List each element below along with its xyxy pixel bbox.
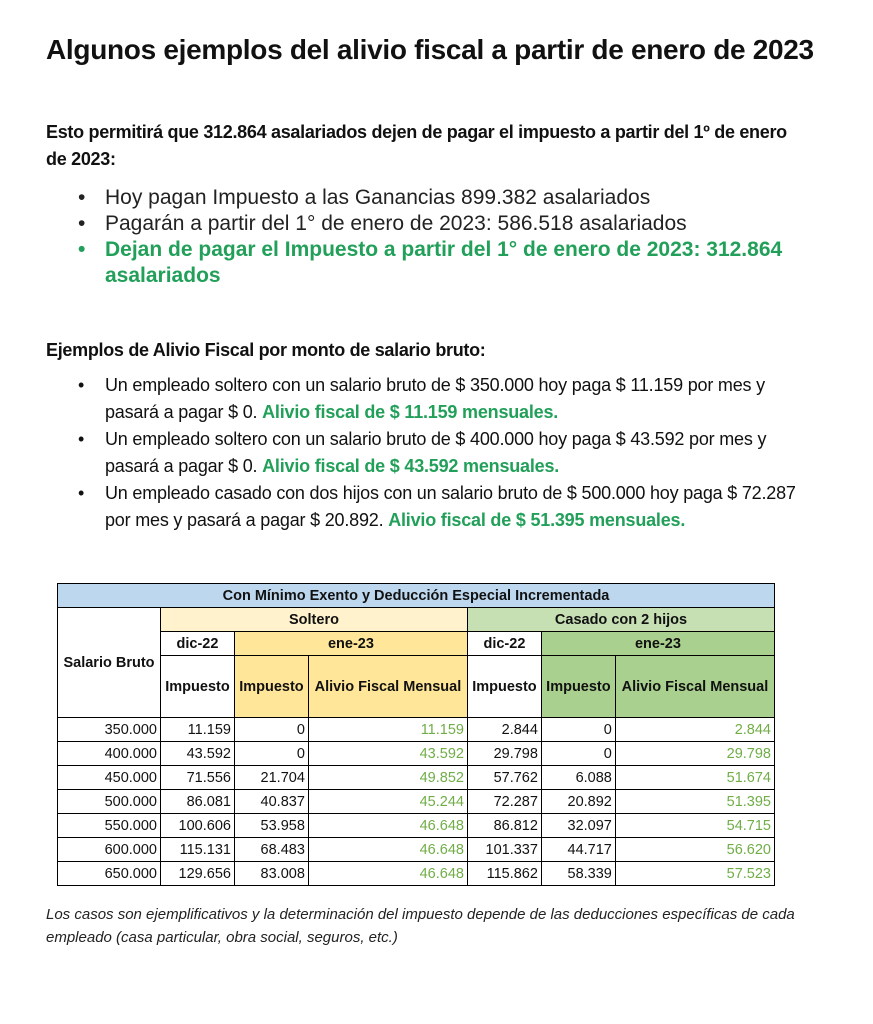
intro-text: Esto permitirá que 312.864 asalariados dejen de pagar el impuesto a partir del 1º de enero de 2023:	[46, 122, 787, 169]
table-cell: 0	[541, 742, 615, 766]
table-cell: 29.798	[615, 742, 774, 766]
table-cell: 45.244	[308, 790, 467, 814]
table-title: Con Mínimo Exento y Deducción Especial Incrementada	[58, 584, 775, 608]
table-cell: 21.704	[234, 766, 308, 790]
table-cell: 43.592	[161, 742, 235, 766]
disclaimer-note: Los casos son ejemplificativos y la determinación del impuesto depende de las deducciones específicas de cada empleado (casa particular, obra social, seguros, etc.)	[46, 906, 795, 946]
table-cell: 2.844	[615, 718, 774, 742]
dic-header: dic-22	[467, 632, 541, 656]
table-row	[58, 742, 775, 766]
table-row	[58, 718, 775, 742]
soltero-header: Soltero	[161, 608, 468, 632]
table-cell: 0	[234, 718, 308, 742]
example-item: • Un empleado soltero con un salario bruto de $ 400.000 hoy paga $ 43.592 por mes y pasará a pagar $ 0. Alivio fiscal de $ 43.592 mensuales.	[78, 426, 798, 480]
table-cell: 550.000	[58, 814, 161, 838]
table-cell: 129.656	[161, 862, 235, 886]
stat-item: • Hoy pagan Impuesto a las Ganancias 899.382 asalariados	[78, 186, 651, 209]
bullet-icon: •	[78, 212, 86, 235]
impuesto-header: Impuesto	[161, 656, 235, 718]
ene-header: ene-23	[234, 632, 467, 656]
table-row	[58, 838, 775, 862]
example-item: • Un empleado soltero con un salario bruto de $ 350.000 hoy paga $ 11.159 por mes y pasará a pagar $ 0. Alivio fiscal de $ 11.159 mensuales.	[78, 372, 798, 426]
table-cell: 100.606	[161, 814, 235, 838]
table-cell: 46.648	[308, 814, 467, 838]
stats-list	[78, 185, 798, 289]
bullet-icon: •	[78, 186, 86, 209]
examples-heading: Ejemplos de Alivio Fiscal por monto de salario bruto:	[46, 340, 486, 360]
table-row	[58, 766, 775, 790]
table-cell: 86.081	[161, 790, 235, 814]
examples-list	[78, 372, 798, 534]
table-cell: 0	[234, 742, 308, 766]
table-cell: 500.000	[58, 790, 161, 814]
table-cell: 83.008	[234, 862, 308, 886]
table-cell: 400.000	[58, 742, 161, 766]
table-cell: 11.159	[161, 718, 235, 742]
table-cell: 450.000	[58, 766, 161, 790]
table-cell: 600.000	[58, 838, 161, 862]
table-cell: 29.798	[467, 742, 541, 766]
alivio-header: Alivio Fiscal Mensual	[615, 656, 774, 718]
table-row	[58, 814, 775, 838]
table-cell: 51.674	[615, 766, 774, 790]
table-body	[58, 718, 775, 886]
bullet-icon: •	[78, 429, 85, 449]
table-cell: 86.812	[467, 814, 541, 838]
table-cell: 115.131	[161, 838, 235, 862]
table-cell: 57.762	[467, 766, 541, 790]
table-cell: 56.620	[615, 838, 774, 862]
table-cell: 350.000	[58, 718, 161, 742]
page-title: Algunos ejemplos del alivio fiscal a partir de enero de 2023	[46, 34, 814, 65]
table-cell: 51.395	[615, 790, 774, 814]
impuesto-header: Impuesto	[467, 656, 541, 718]
salario-header: Salario Bruto	[58, 608, 161, 718]
table-cell: 54.715	[615, 814, 774, 838]
table-cell: 101.337	[467, 838, 541, 862]
dic-header: dic-22	[161, 632, 235, 656]
table-cell: 46.648	[308, 838, 467, 862]
table-cell: 57.523	[615, 862, 774, 886]
table-cell: 53.958	[234, 814, 308, 838]
table-cell: 49.852	[308, 766, 467, 790]
table-cell: 11.159	[308, 718, 467, 742]
table-cell: 46.648	[308, 862, 467, 886]
table-cell: 43.592	[308, 742, 467, 766]
table-row	[58, 790, 775, 814]
table-cell: 650.000	[58, 862, 161, 886]
alivio-header: Alivio Fiscal Mensual	[308, 656, 467, 718]
casado-header: Casado con 2 hijos	[467, 608, 774, 632]
table-cell: 71.556	[161, 766, 235, 790]
table-cell: 68.483	[234, 838, 308, 862]
table-cell: 20.892	[541, 790, 615, 814]
table-cell: 72.287	[467, 790, 541, 814]
table-row	[58, 862, 775, 886]
stat-item-highlight: • Dejan de pagar el Impuesto a partir del 1° de enero de 2023: 312.864 asalariados	[78, 238, 783, 287]
stat-item: • Pagarán a partir del 1° de enero de 2023: 586.518 asalariados	[78, 212, 687, 235]
table-cell: 44.717	[541, 838, 615, 862]
table-cell: 40.837	[234, 790, 308, 814]
impuesto-header: Impuesto	[234, 656, 308, 718]
table-cell: 0	[541, 718, 615, 742]
tax-relief-table	[57, 583, 775, 886]
example-item: • Un empleado casado con dos hijos con un salario bruto de $ 500.000 hoy paga $ 72.287 por mes y pasará a pagar $ 20.892. Alivio fiscal de $ 51.395 mensuales.	[78, 480, 798, 534]
bullet-icon: •	[78, 483, 85, 503]
table-cell: 58.339	[541, 862, 615, 886]
bullet-icon: •	[78, 375, 85, 395]
table-cell: 6.088	[541, 766, 615, 790]
impuesto-header: Impuesto	[541, 656, 615, 718]
table-cell: 32.097	[541, 814, 615, 838]
table-cell: 2.844	[467, 718, 541, 742]
table-cell: 115.862	[467, 862, 541, 886]
bullet-icon: •	[78, 238, 86, 261]
ene-header: ene-23	[541, 632, 774, 656]
